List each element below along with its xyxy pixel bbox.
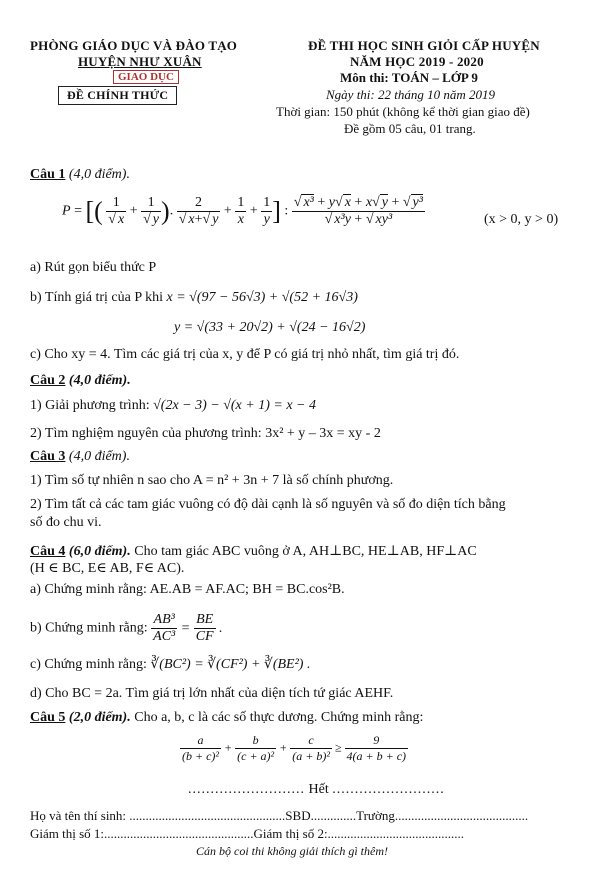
exam-pages: Đề gồm 05 câu, 01 trang. xyxy=(344,121,476,136)
candidate-line: Họ và tên thí sinh: ................................................SBD..............Trường......................................... xyxy=(30,808,529,823)
q4-part-d: d) Cho BC = 2a. Tìm giá trị lớn nhất của diện tích tứ giác AEHF. xyxy=(30,686,394,701)
footer-note: Cán bộ coi thi không giải thích gì thêm! xyxy=(196,844,388,858)
q2-title: Câu 2 xyxy=(30,373,66,388)
q2-points: (4,0 điểm). xyxy=(68,373,131,388)
q2-part-2: 2) Tìm nghiệm nguyên của phương trình: 3x² + y – 3x = xy - 2 xyxy=(30,426,381,441)
q4-intro-2: (H ∈ BC, E∈ AB, F∈ AC). xyxy=(30,561,185,576)
q5-inequality: $\frac{a}{\text{(b + c)²}}$ + $\frac{b}{\text{(c + a)²}}$ + $\frac{c}{\text{(a + b)²}}$ ≥ $\frac{9}{4(a + b + c)}$ xyxy=(182,733,407,763)
official-exam-box: ĐỀ CHÍNH THỨC xyxy=(58,86,177,105)
q1-part-c: c) Cho xy = 4. Tìm các giá trị của x, y để P có giá trị nhỏ nhất, tìm giá trị đó. xyxy=(30,347,460,362)
q4-heading xyxy=(30,543,477,560)
district-name: HUYỆN NHƯ XUÂN xyxy=(78,54,202,69)
q4-part-c-formula: ∛(BC²) = ∛(CF²) + ∛(BE²) . xyxy=(150,657,311,672)
q1-y-value: y = √(33 + 20√2) + √(24 − 16√2) xyxy=(174,320,366,335)
q1-points: (4,0 điểm). xyxy=(68,167,130,182)
q3-title: Câu 3 xyxy=(30,449,66,464)
end-text: Hết xyxy=(308,782,329,797)
q1-heading xyxy=(30,167,130,183)
q4-points: (6,0 điểm). xyxy=(68,544,131,559)
department-name: PHÒNG GIÁO DỤC VÀ ĐÀO TẠO xyxy=(30,38,238,53)
q4-part-b-text: b) Chứng minh rằng: xyxy=(30,620,148,636)
q5-points: (2,0 điểm). xyxy=(68,710,131,725)
q5-heading xyxy=(30,710,423,726)
end-marker: .......................... Hết ......................... xyxy=(188,782,445,797)
q5-title: Câu 5 xyxy=(30,710,66,725)
q1-part-b xyxy=(30,290,358,306)
q4-part-b xyxy=(30,612,223,645)
q1-expression: P = [( $\frac{1}{√ x}$ + $\frac{1}{√ y}$ ). $\frac{2}{√ x+√ y}$ + $\frac{1}{x}$ + $\frac{1}{y}$ ] : $\frac{\text{√ x³ + y√ x + x√ y + √ y³}}{\text{√ x³y + √ xy³}}$ xyxy=(62,195,423,227)
exam-duration: Thời gian: 150 phút (không kể thời gian giao đề) xyxy=(276,104,530,119)
q4-intro: Cho tam giác ABC vuông ở A, AH⊥BC, HE⊥AB, HF⊥AC xyxy=(134,544,477,559)
q1-title: Câu 1 xyxy=(30,167,66,182)
q4-title: Câu 4 xyxy=(30,544,66,559)
q3-heading xyxy=(30,449,130,465)
q2-part-1-text: 1) Giải phương trình: xyxy=(30,398,150,413)
q1-condition: (x > 0, y > 0) xyxy=(484,212,559,227)
proctor-line: Giám thị số 1:..............................................Giám thị số 2:.......................................... xyxy=(30,826,465,841)
q4-part-c-text: c) Chứng minh rằng: xyxy=(30,657,147,672)
q2-heading xyxy=(30,373,131,389)
q2-equation: √(2x − 3) − √(x + 1) = x − 4 xyxy=(153,398,316,413)
q5-intro: Cho a, b, c là các số thực dương. Chứng minh rằng: xyxy=(134,710,424,725)
q2-part-1 xyxy=(30,398,316,414)
q1-part-b-text: b) Tính giá trị của P khi xyxy=(30,290,163,305)
q3-points: (4,0 điểm). xyxy=(68,449,130,464)
q1-x-value: x = √(97 − 56√3) + √(52 + 16√3) xyxy=(166,290,358,305)
q1-part-a: a) Rút gọn biểu thức P xyxy=(30,260,157,275)
exam-date: Ngày thi: 22 tháng 10 năm 2019 xyxy=(326,87,495,102)
q4-part-b-formula: $\frac{\text{AB³}}{\text{AC³}}$ = $\frac{BE}{CF}$ . xyxy=(153,612,223,644)
q4-part-c xyxy=(30,656,310,673)
subject: Môn thi: TOÁN – LỚP 9 xyxy=(340,70,478,85)
q3-part-2b: số đo chu vi. xyxy=(30,515,102,530)
stamp-top: GIAO DỤC xyxy=(113,70,179,84)
q3-part-1: 1) Tìm số tự nhiên n sao cho A = n² + 3n + 7 là số chính phương. xyxy=(30,473,394,488)
exam-title: ĐỀ THI HỌC SINH GIỎI CẤP HUYỆN xyxy=(308,38,540,53)
school-year: NĂM HỌC 2019 - 2020 xyxy=(350,54,484,69)
q3-part-2a: 2) Tìm tất cả các tam giác vuông có độ dài cạnh là số nguyên và số đo diện tích bằng xyxy=(30,497,506,512)
q4-part-a: a) Chứng minh rằng: AE.AB = AF.AC; BH = BC.cos²B. xyxy=(30,582,345,597)
